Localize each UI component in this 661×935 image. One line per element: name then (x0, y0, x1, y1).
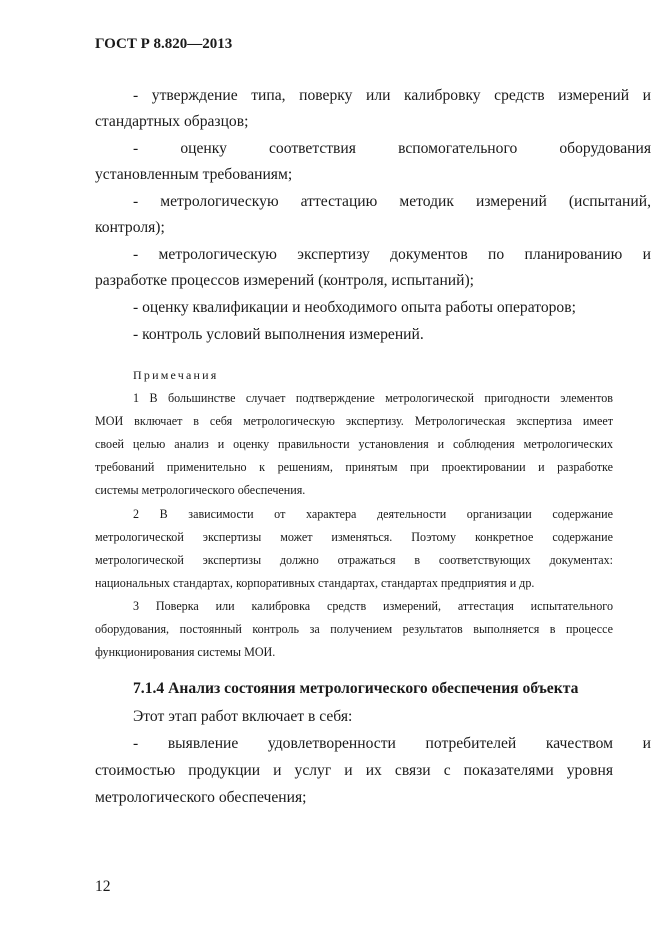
list-item-4-line-2: разработке процессов измерений (контроля, испытаний); (95, 272, 475, 289)
note-2-line-4: национальных стандартах, корпоративных стандартах, стандартах предприятия и др. (95, 576, 535, 590)
page-number: 12 (95, 878, 111, 895)
list-item-3-line-1: - метрологическую аттестацию методик измерений (испытаний, (133, 193, 651, 210)
note-2-line-3: метрологической экспертизы должно отражаться в соответствующих документах: (95, 553, 613, 567)
note-1-line-1: 1 В большинстве случает подтверждение метрологической пригодности элементов (133, 391, 613, 405)
notes-title: Примечания (133, 368, 219, 382)
list-item-2-line-1: - оценку соответствия вспомогательного оборудования (133, 140, 651, 157)
section-heading: 7.1.4 Анализ состояния метрологического обеспечения объекта (133, 680, 579, 697)
list-item-4-line-1: - метрологическую экспертизу документов по планированию и (133, 246, 651, 263)
list-item-1-line-2: стандартных образцов; (95, 113, 249, 130)
note-2-line-1: 2 В зависимости от характера деятельности организации содержание (133, 507, 613, 521)
document-header-title: ГОСТ Р 8.820—2013 (95, 36, 233, 52)
list-item-1-line-1: - утверждение типа, поверку или калибровку средств измерений и (133, 87, 651, 104)
note-1-line-5: системы метрологического обеспечения. (95, 483, 306, 497)
note-1-line-2: МОИ включает в себя метрологическую экспертизу. Метрологическая экспертиза имеет (95, 414, 613, 428)
section-item-line-3: метрологического обеспечения; (95, 789, 307, 806)
list-item-2-line-2: установленным требованиям; (95, 166, 293, 183)
section-item-line-1: - выявление удовлетворенности потребителей качеством и (133, 735, 651, 752)
note-3-line-2: оборудования, постоянный контроль за получением результатов выполняется в процессе (95, 622, 613, 636)
section-item-line-2: стоимостью продукции и услуг и их связи с показателями уровня (95, 762, 613, 779)
note-1-line-4: требований применительно к решениям, принятым при проектировании и разработке (95, 460, 613, 474)
list-item-6: - контроль условий выполнения измерений. (133, 326, 424, 343)
note-3-line-1: 3 Поверка или калибровка средств измерений, аттестация испытательного (133, 599, 613, 613)
list-item-5: - оценку квалификации и необходимого опыта работы операторов; (133, 299, 576, 316)
list-item-3-line-2: контроля); (95, 219, 165, 236)
note-3-line-3: функционирования системы МОИ. (95, 645, 276, 659)
note-1-line-3: своей целью анализ и оценку правильности установления и соблюдения метрологических (95, 437, 613, 451)
section-intro: Этот этап работ включает в себя: (133, 708, 353, 725)
note-2-line-2: метрологической экспертизы может изменяться. Поэтому конкретное содержание (95, 530, 613, 544)
